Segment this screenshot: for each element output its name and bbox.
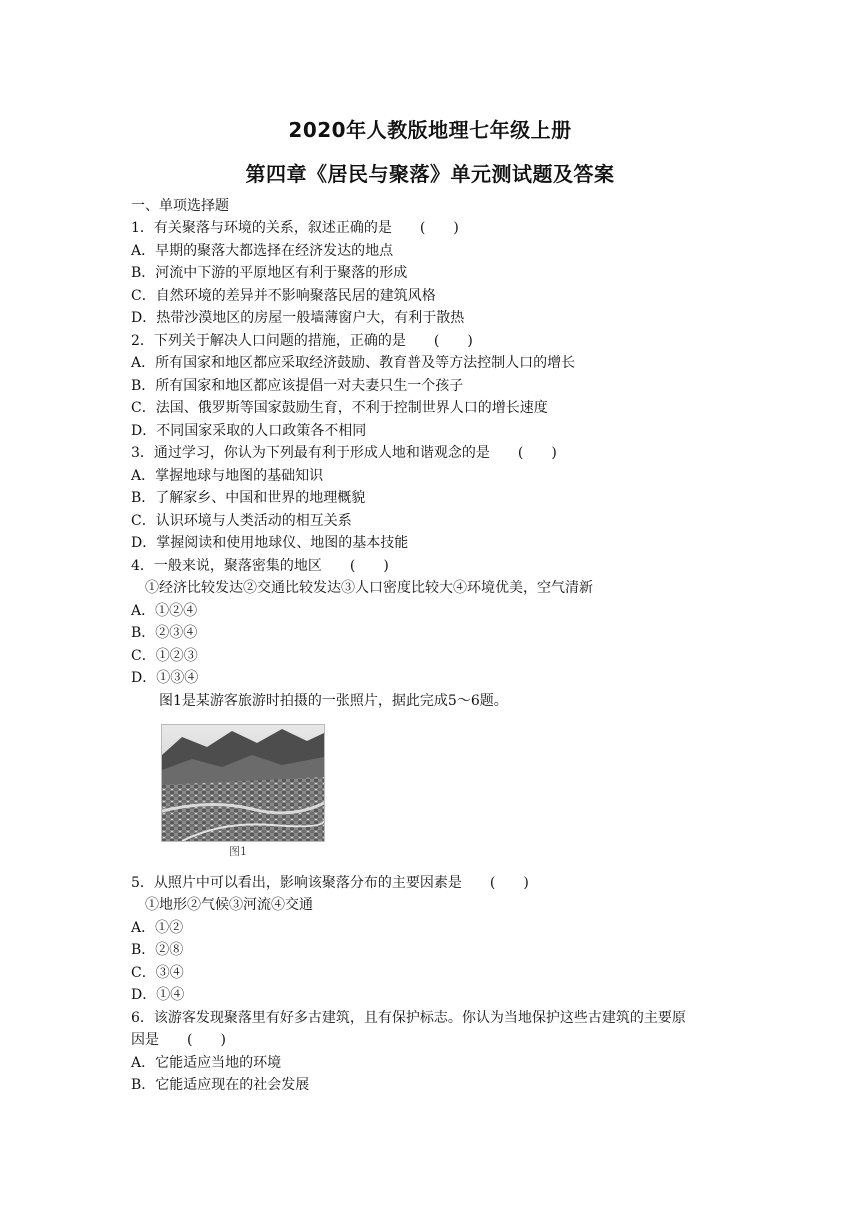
option-3a: A．掌握地球与地图的基础知识 — [131, 468, 324, 484]
question-5-statements: ①地形②气候③河流④交通 — [131, 897, 313, 913]
question-2: 2．下列关于解决人口问题的措施，正确的是 ( ) — [131, 333, 473, 349]
option-2a: A．所有国家和地区都应采取经济鼓励、教育普及等方法控制人口的增长 — [131, 355, 576, 371]
figure-intro: 图1是某游客旅游时拍摄的一张照片，据此完成5～6题。 — [131, 693, 508, 709]
question-6-cont: 因是 ( ) — [131, 1032, 226, 1048]
option-2c: C．法国、俄罗斯等国家鼓励生育，不利于控制世界人口的增长速度 — [131, 400, 548, 416]
question-4: 4．一般来说，聚落密集的地区 ( ) — [131, 558, 389, 574]
option-5a: A．①② — [131, 920, 184, 936]
option-4c: C．①②③ — [131, 648, 198, 664]
figure-caption: 图1 — [229, 845, 247, 858]
question-1: 1．有关聚落与环境的关系，叙述正确的是 ( ) — [131, 220, 459, 236]
option-4a: A．①②④ — [131, 603, 198, 619]
option-1a: A．早期的聚落大都选择在经济发达的地点 — [131, 243, 394, 259]
option-4d: D．①③④ — [131, 670, 199, 686]
option-5d: D．①④ — [131, 987, 185, 1003]
section-heading: 一、单项选择题 — [131, 198, 229, 214]
option-1d: D．热带沙漠地区的房屋一般墙薄窗户大，有利于散热 — [131, 310, 465, 326]
option-5c: C．③④ — [131, 965, 184, 981]
option-3c: C．认识环境与人类活动的相互关系 — [131, 513, 352, 529]
option-3b: B．了解家乡、中国和世界的地理概貌 — [131, 490, 366, 506]
option-2d: D．不同国家采取的人口政策各不相同 — [131, 423, 367, 439]
village-photo — [161, 724, 325, 842]
question-4-statements: ①经济比较发达②交通比较发达③人口密度比较大④环境优美，空气清新 — [131, 580, 593, 596]
question-6: 6．该游客发现聚落里有好多古建筑，且有保护标志。你认为当地保护这些古建筑的主要原 — [131, 1010, 686, 1026]
question-3: 3．通过学习，你认为下列最有利于形成人地和谐观念的是 ( ) — [131, 445, 557, 461]
option-3d: D．掌握阅读和使用地球仪、地图的基本技能 — [131, 535, 409, 551]
document-subtitle: 第四章《居民与聚落》单元测试题及答案 — [245, 162, 615, 186]
document-title: 2020年人教版地理七年级上册 — [288, 118, 572, 142]
option-1c: C．自然环境的差异并不影响聚落民居的建筑风格 — [131, 288, 436, 304]
option-5b: B．②⑧ — [131, 942, 184, 958]
option-6a: A．它能适应当地的环境 — [131, 1055, 282, 1071]
option-6b: B．它能适应现在的社会发展 — [131, 1077, 310, 1093]
option-1b: B．河流中下游的平原地区有利于聚落的形成 — [131, 265, 408, 281]
option-2b: B．所有国家和地区都应该提倡一对夫妻只生一个孩子 — [131, 378, 464, 394]
question-5: 5．从照片中可以看出，影响该聚落分布的主要因素是 ( ) — [131, 875, 529, 891]
option-4b: B．②③④ — [131, 625, 198, 641]
